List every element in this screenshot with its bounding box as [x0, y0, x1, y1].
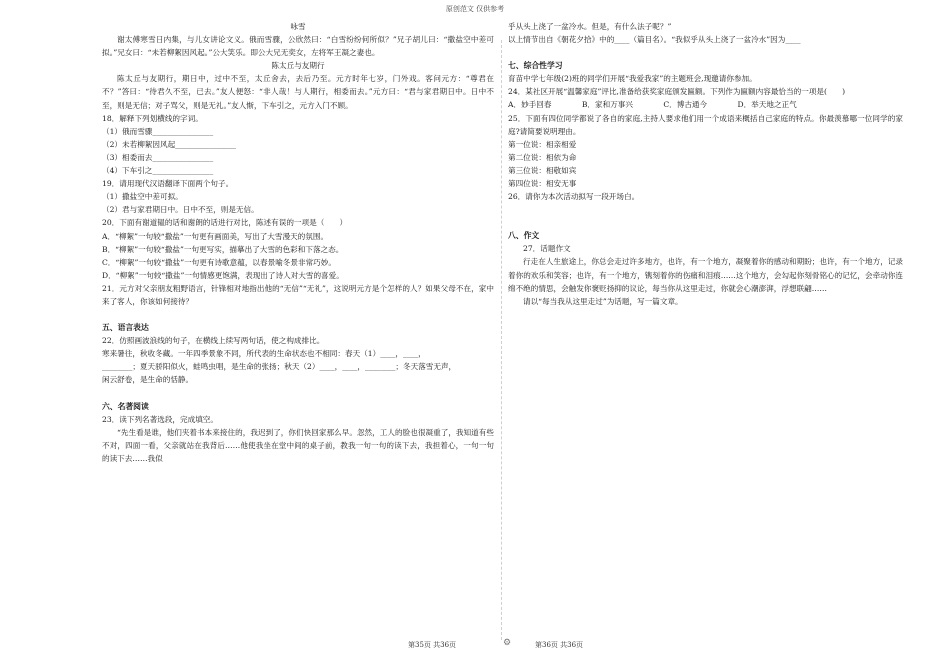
- text-line: 26．请你为本次活动拟写一段开场白。: [508, 192, 640, 202]
- left-column: [102, 20, 494, 465]
- text-line: 寒来暑往，秋收冬藏。一年四季景象不同，所代表的生命状态也不相同：春天（1）____，____，: [102, 349, 426, 359]
- text-line: 第四位说：相安无事: [508, 179, 577, 189]
- text-line: 20．下面有谢道韫的话和谢朗的话进行对比，陈述有误的一项是（ ）: [102, 218, 348, 228]
- text-line: B．“柳絮”一句较“撒盐”一句更写实，描摹出了大雪的色彩和下落之态。: [102, 244, 344, 254]
- text-line: “先生看是谁，他们夹着书本来接住的，我迟到了，你们快回家那么早。忽然，工人的脸也很凝重了，我知道有些不对，四面一看，父亲就站在我背后……他使我坐在堂中间的桌子前，教我一句一句的读下去，我担着心，一句一句的读下去……我似: [102, 427, 494, 463]
- section-heading: 六、名著阅读: [102, 401, 149, 411]
- text-line: 谢太傅寒雪日内集，与儿女讲论文义。俄而雪骤，公欣然曰：“白雪纷纷何所似？”兄子胡儿曰：“撒盐空中差可拟。”兄女曰：“未若柳絮因风起。”公大笑乐。即公大兄无奕女，左将军王凝之妻也。: [102, 35, 494, 58]
- text-line: （4）下车引之________________: [102, 166, 214, 176]
- text-line: 24．某社区开展“温馨家庭”评比,准备给获奖家庭颁发匾额。下列作为匾额内容最恰当的一项是( ): [508, 87, 846, 97]
- text-line: 19．请用现代汉语翻译下面两个句子。: [102, 179, 234, 189]
- text-line: 27．话题作文: [523, 244, 571, 254]
- gear-icon: ⚙: [503, 638, 512, 648]
- text-line: （1）撒盐空中差可拟。: [102, 192, 183, 202]
- text-line: ________；夏天骄阳似火，蛙鸣虫唱，是生命的张扬；秋天（2）____，____，________；冬天落雪无声，: [102, 362, 457, 372]
- column-divider: [501, 40, 502, 640]
- text-line: 第一位说：相亲相爱: [508, 139, 577, 149]
- text-line: A．妙手回春 B．家和万事兴 C．博古通今 D．举天地之正气: [508, 100, 797, 110]
- text-line: 21．元方对父亲朋友粗野语言，针锋相对地指出他的“无信”“无礼”，这说明元方是个怎样的人？如果父母不在，家中来了客人，你该如何接待？: [102, 283, 494, 306]
- text-line: 陈太丘与友期行，期日中，过中不至，太丘舍去，去后乃至。元方时年七岁，门外戏。客问元方：“尊君在不？”答曰：“待君久不至，已去。”友人便怒：“非人哉！与人期行，相委而去。”元方曰：“君与家君期日中。日中不至，则是无信；对子骂父，则是无礼。”友人惭，下车引之，元方入门不顾。: [102, 74, 494, 110]
- text-line: 闲云舒卷，是生命的恬静。: [102, 375, 194, 385]
- left-page-number: 第35页 共36页: [408, 641, 457, 649]
- text-line: D．“柳絮”一句较“撒盐”一句情感更饱满，表现出了诗人对大雪的喜爱。: [102, 270, 344, 280]
- text-line: 第三位说：相敬如宾: [508, 165, 577, 175]
- spacer: [508, 46, 903, 59]
- spacer: [102, 308, 494, 321]
- spacer: [508, 203, 903, 229]
- text-line: （3）相委而去________________: [102, 152, 214, 162]
- text-line: 25．下面有四位同学都说了各自的家庭,主持人要求他们用一个成语来概括自己家庭的特点。你最羡慕哪一位同学的家庭?请简要说明理由。: [508, 113, 903, 136]
- text-line: 请以“每当我从这里走过”为话题，写一篇文章。: [523, 296, 683, 306]
- text-line: 陈太丘与友期行: [271, 61, 325, 71]
- text-line: （2）君与家君期日中。日中不至，则是无信。: [102, 205, 259, 215]
- text-line: A．“柳絮”一句较“撒盐”一句更有画面美，写出了大雪漫天的氛围。: [102, 231, 329, 241]
- text-line: 第二位说：相依为命: [508, 152, 577, 162]
- text-line: 18．解释下列划横线的字词。: [102, 113, 203, 123]
- section-heading: 八、作文: [508, 231, 540, 241]
- right-column: [508, 20, 903, 308]
- text-line: 育苗中学七年级(2)班的同学们开展“我爱我家”的主题班会,现邀请你参加。: [508, 74, 757, 84]
- spacer: [102, 387, 494, 400]
- text-line: C．“柳絮”一句较“撒盐”一句更有诗歌意蕴，以春景喻冬景非常巧妙。: [102, 257, 336, 267]
- section-heading: 五、语言表达: [102, 323, 149, 333]
- text-line: 乎从头上浇了一盆冷水。但是，有什么法子呢？”: [508, 22, 672, 31]
- text-line: （2）未若柳絮因风起________________: [102, 139, 236, 149]
- right-page-number: 第36页 共36页: [535, 641, 584, 649]
- text-line: 以上情节出自《朝花夕拾》中的____（篇目名）。“我似乎从头上浇了一盆冷水”因为____: [508, 35, 801, 45]
- text-line: 23．读下列名著选段，完成填空。: [102, 414, 218, 424]
- text-line: 咏雪: [290, 22, 306, 31]
- text-line: （1）俄而雪骤________________: [102, 126, 214, 136]
- text-line: 22．仿照画波浪线的句子，在横线上续写两句话，使之构成排比。: [102, 336, 325, 346]
- section-heading: 七、综合性学习: [508, 61, 563, 71]
- page-header: 原创范文 仅供参考: [445, 5, 505, 13]
- text-line: 行走在人生旅途上，你总会走过许多地方，也许，有一个地方，凝聚着你的感动和期盼；也许，有一个地方，记录着你的欢乐和笑容；也许，有一个地方，镌刻着你的伤痛和泪痕……这个地方，会勾起你刻骨铭心的记忆，会牵动你连绵不绝的情思，会触发你褒贬扬抑的议论，每当你从这里走过，你就会心潮澎湃，浮想联翩……: [508, 257, 903, 293]
